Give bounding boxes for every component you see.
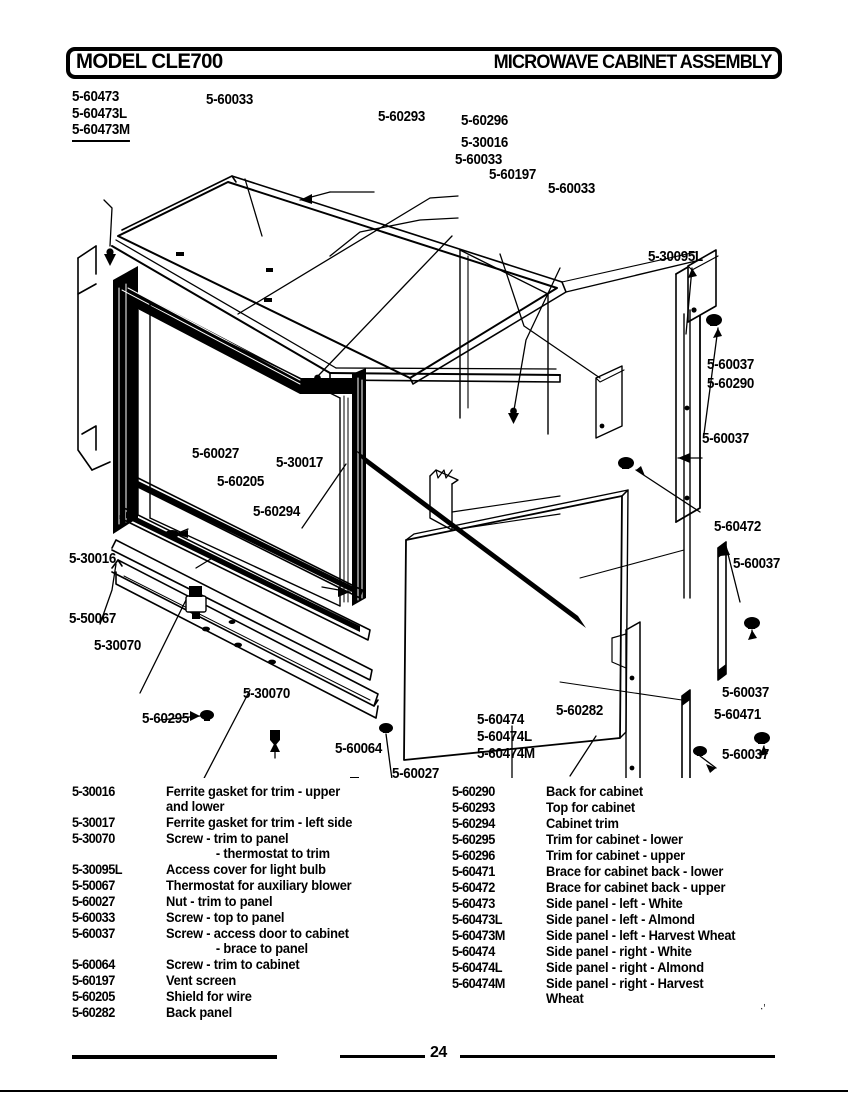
part-number: 5-60472 xyxy=(452,880,495,895)
callout-5-60037-d: 5-60037 xyxy=(722,685,770,701)
parts-list-row xyxy=(72,862,452,877)
parts-list-row xyxy=(452,896,832,911)
parts-list-row xyxy=(72,815,452,830)
callout-5-60282: 5-60282 xyxy=(556,703,604,719)
part-number: 5-60205 xyxy=(72,989,115,1004)
callout-5-60205: 5-60205 xyxy=(217,474,265,490)
callout-5-60033-mid: 5-60033 xyxy=(455,152,503,168)
part-description xyxy=(546,944,821,959)
callout-5-60474M: 5-60474M xyxy=(477,746,535,762)
parts-list-row xyxy=(452,816,832,831)
part-description-line: Screw - top to panel xyxy=(166,910,285,925)
callout-5-60471: 5-60471 xyxy=(714,707,762,723)
part-description xyxy=(166,910,441,925)
callout-5-30095L: 5-30095L xyxy=(648,249,703,265)
part-number: 5-50067 xyxy=(72,878,115,893)
page-number: 24 xyxy=(430,1044,447,1061)
callout-5-60294: 5-60294 xyxy=(253,504,301,520)
part-description-line: Cabinet trim xyxy=(546,816,619,831)
part-description xyxy=(546,848,821,863)
parts-list-row xyxy=(452,960,832,975)
part-number: 5-60473L xyxy=(452,912,502,927)
callout-5-60037-a: 5-60037 xyxy=(707,357,755,373)
callout-5-60472: 5-60472 xyxy=(714,519,762,535)
part-description xyxy=(166,973,441,988)
part-description xyxy=(546,816,821,831)
callout-5-60037-b: 5-60037 xyxy=(702,431,750,447)
part-number: 5-30016 xyxy=(72,784,115,799)
part-number: 5-60474L xyxy=(452,960,502,975)
footer-rule-middle xyxy=(340,1055,425,1058)
part-description xyxy=(166,815,441,830)
parts-list-row xyxy=(72,894,452,909)
part-description xyxy=(166,862,441,877)
part-number: 5-60474M xyxy=(452,976,505,991)
callout-5-30016-lower: 5-30016 xyxy=(69,551,117,567)
callout-5-60064: 5-60064 xyxy=(335,741,383,757)
callout-5-60027-a: 5-60027 xyxy=(192,446,240,462)
parts-list-left-column xyxy=(72,784,452,1021)
part-description xyxy=(166,957,441,972)
callout-5-30070-a: 5-30070 xyxy=(94,638,142,654)
part-number: 5-60295 xyxy=(452,832,495,847)
part-description-line: Side panel - left - Almond xyxy=(546,912,695,927)
callout-5-60290: 5-60290 xyxy=(707,376,755,392)
page-bottom-border xyxy=(0,1090,848,1092)
callout-5-60197: 5-60197 xyxy=(489,167,537,183)
parts-list-row xyxy=(452,832,832,847)
part-description xyxy=(546,928,821,943)
part-description-line: Thermostat for auxiliary blower xyxy=(166,878,352,893)
parts-list-row xyxy=(452,848,832,863)
diagram-svg xyxy=(0,78,848,778)
parts-list-row xyxy=(452,912,832,927)
part-description-line: Screw - access door to cabinet xyxy=(166,926,349,941)
part-description-line: Ferrite gasket for trim - left side xyxy=(166,815,353,830)
part-description-line: Side panel - right - Harvest xyxy=(546,976,704,991)
callout-5-60473M: 5-60473M xyxy=(72,122,130,142)
part-description-line: Back for cabinet xyxy=(546,784,643,799)
part-description xyxy=(546,912,821,927)
parts-list-row xyxy=(452,784,832,799)
parts-list-row xyxy=(72,973,452,988)
part-number: 5-60037 xyxy=(72,926,115,941)
part-description xyxy=(546,864,821,879)
part-description-line: Trim for cabinet - upper xyxy=(546,848,685,863)
part-number: 5-60293 xyxy=(452,800,495,815)
part-description xyxy=(166,989,441,1004)
part-description-line: Side panel - left - Harvest Wheat xyxy=(546,928,736,943)
part-description-continuation: and lower xyxy=(166,799,225,814)
part-description xyxy=(546,880,821,895)
parts-list-row xyxy=(452,800,832,815)
part-description xyxy=(166,926,441,956)
parts-list-row xyxy=(72,989,452,1004)
part-description xyxy=(166,1005,441,1020)
part-description-line: Nut - trim to panel xyxy=(166,894,273,909)
part-number: 5-30095L xyxy=(72,862,122,877)
parts-list-row xyxy=(72,1005,452,1020)
parts-list-row xyxy=(72,957,452,972)
callout-5-60474: 5-60474 xyxy=(477,712,525,728)
part-number: 5-60197 xyxy=(72,973,115,988)
parts-list-row xyxy=(72,910,452,925)
part-description-line: Back panel xyxy=(166,1005,232,1020)
part-description xyxy=(546,976,821,1006)
callout-5-60027-b: 5-60027 xyxy=(392,766,440,782)
part-description-line: Ferrite gasket for trim - upper xyxy=(166,784,341,799)
part-description-continuation: - brace to panel xyxy=(215,941,308,956)
part-number: 5-60282 xyxy=(72,1005,115,1020)
callout-5-60295: 5-60295 xyxy=(142,711,190,727)
part-description-line: Side panel - right - White xyxy=(546,944,692,959)
part-number: 5-30070 xyxy=(72,831,115,846)
part-description xyxy=(546,832,821,847)
exploded-assembly-diagram xyxy=(0,78,848,782)
callout-5-60474L: 5-60474L xyxy=(477,729,532,745)
parts-list-row xyxy=(72,926,452,956)
part-description xyxy=(546,800,821,815)
parts-list-row xyxy=(452,976,832,1006)
callout-5-60293: 5-60293 xyxy=(378,109,426,125)
part-description-line: Screw - trim to panel xyxy=(166,831,289,846)
callout-5-60473L: 5-60473L xyxy=(72,106,127,122)
callout-5-60033-right: 5-60033 xyxy=(548,181,596,197)
parts-list-row xyxy=(452,864,832,879)
callout-5-60033-top: 5-60033 xyxy=(206,92,254,108)
callout-5-50067: 5-50067 xyxy=(69,611,117,627)
part-description xyxy=(166,878,441,893)
part-description-line: Screw - trim to cabinet xyxy=(166,957,300,972)
callout-5-30016-upper: 5-30016 xyxy=(461,135,509,151)
callout-5-60037-e: 5-60037 xyxy=(722,747,770,763)
parts-list-row xyxy=(72,878,452,893)
scan-artifact-mark: ‧′ xyxy=(758,1002,770,1016)
part-number: 5-60027 xyxy=(72,894,115,909)
part-description-line: Side panel - right - Almond xyxy=(546,960,704,975)
part-description xyxy=(546,896,821,911)
part-description xyxy=(166,894,441,909)
part-description-line: Top for cabinet xyxy=(546,800,636,815)
part-description-line: Shield for wire xyxy=(166,989,252,1004)
part-number: 5-60294 xyxy=(452,816,495,831)
callout-5-30070-b: 5-30070 xyxy=(243,686,291,702)
callout-5-60473-group: 5-60473 xyxy=(72,89,120,105)
callout-5-60296: 5-60296 xyxy=(461,113,509,129)
callout-5-30017: 5-30017 xyxy=(276,455,324,471)
part-description-continuation: Wheat xyxy=(546,991,584,1006)
part-number: 5-30017 xyxy=(72,815,115,830)
callout-5-60037-c: 5-60037 xyxy=(733,556,781,572)
parts-list-row xyxy=(452,928,832,943)
part-description-line: Vent screen xyxy=(166,973,237,988)
part-number: 5-60064 xyxy=(72,957,115,972)
part-description-line: Side panel - left - White xyxy=(546,896,683,911)
part-number: 5-60474 xyxy=(452,944,495,959)
footer-rule-right xyxy=(460,1055,775,1058)
page-title-model: MODEL CLE700 xyxy=(76,50,223,73)
footer-rule-left xyxy=(72,1055,277,1059)
part-description-line: Access cover for light bulb xyxy=(166,862,326,877)
part-number: 5-60290 xyxy=(452,784,495,799)
part-number: 5-60033 xyxy=(72,910,115,925)
page-title-assembly: MICROWAVE CABINET ASSEMBLY xyxy=(494,52,772,73)
part-description-line: Brace for cabinet back - upper xyxy=(546,880,726,895)
part-description xyxy=(166,831,441,861)
parts-list-row xyxy=(72,831,452,861)
part-number: 5-60473 xyxy=(452,896,495,911)
parts-list-row xyxy=(72,784,452,814)
parts-list-row xyxy=(452,880,832,895)
part-description xyxy=(546,960,821,975)
part-number: 5-60296 xyxy=(452,848,495,863)
part-description-line: Trim for cabinet - lower xyxy=(546,832,683,847)
part-number: 5-60473M xyxy=(452,928,505,943)
part-description xyxy=(166,784,441,814)
parts-list-row xyxy=(452,944,832,959)
part-number: 5-60471 xyxy=(452,864,495,879)
parts-list-right-column xyxy=(452,784,832,1007)
part-description-line: Brace for cabinet back - lower xyxy=(546,864,724,879)
part-description xyxy=(546,784,821,799)
part-description-continuation: - thermostat to trim xyxy=(215,846,330,861)
